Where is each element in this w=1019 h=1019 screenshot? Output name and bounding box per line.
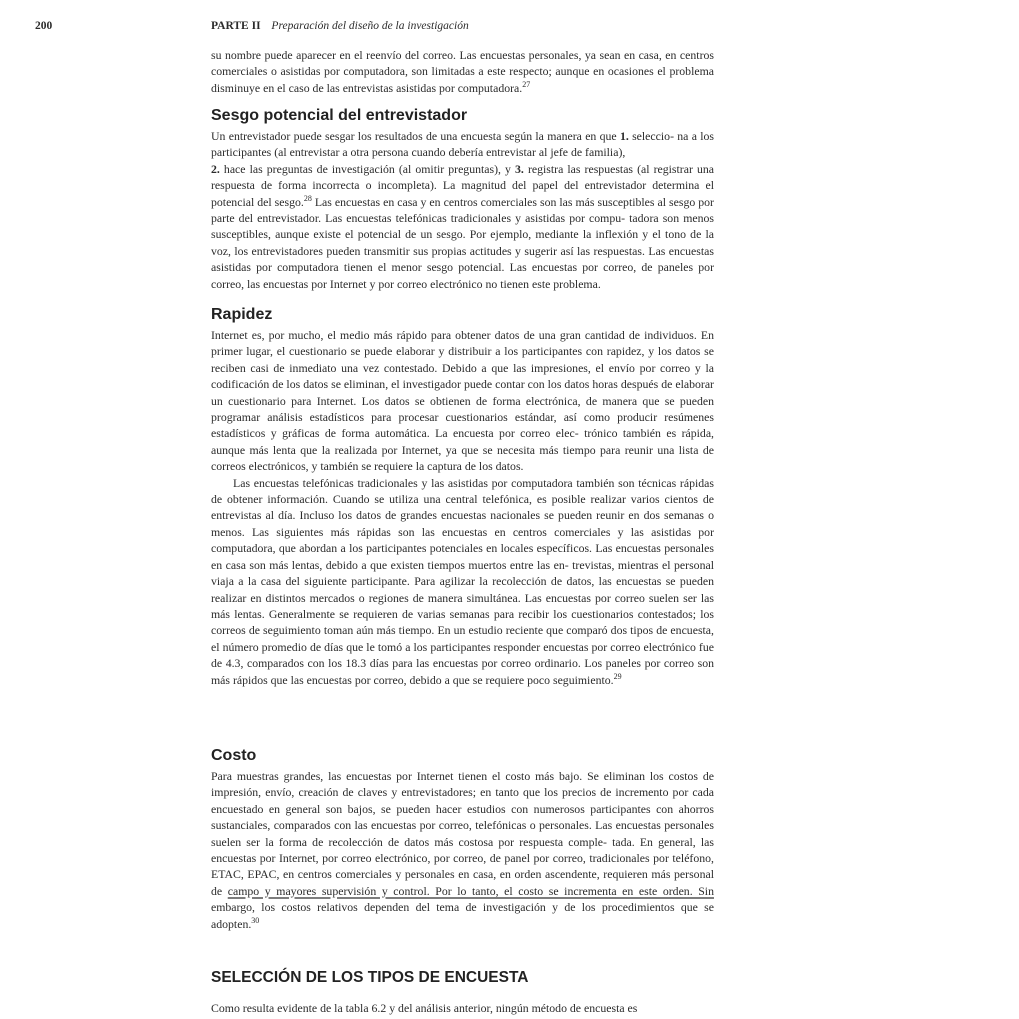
section-heading-costo: Costo bbox=[211, 747, 257, 764]
intro-paragraph: su nombre puede aparecer en el reenvío del correo. Las encuestas personales, ya sean en casa, en centros comerciales o asistidas por computadora, son limitadas a este respecto; aunque en ocasiones el problema disminuye en el caso de las entrevistas asistidas por computadora.$^{27}$ bbox=[211, 48, 714, 95]
page-number: 200 bbox=[35, 20, 53, 32]
seleccion-paragraph: Como resulta evidente de la tabla 6.2 y del análisis anterior, ningún método de encuesta es bbox=[211, 1001, 638, 1015]
rapidez-paragraph-1: Internet es, por mucho, el medio más rápido para obtener datos de una gran cantidad de individuos. En primer lugar, el cuestionario se puede elaborar y distribuir a los participantes con rapidez, y los datos se reciben casi de inmediato una vez contestado. Debido a que las impresiones, el envío por correo y la codificación de los datos se eliminan, el investigador puede contar con los datos horas después de elaborar un cuestionario para Internet. Los datos se obtienen de forma electrónica, de manera que se pueden programar análisis estadísticos para procesar cuestionarios estándar, así como producir resúmenes estadísticos y gráficas de forma automática. La encuesta por correo elec- trónico también es rápida, aunque más lenta que la realizada por Internet, ya que se necesita más tiempo para reunir una lista de correos electrónicos, y también se requiere la captura de los datos. bbox=[211, 328, 714, 474]
rapidez-paragraph-2: Las encuestas telefónicas tradicionales y las asistidas por computadora también son técnicas rápidas de obtener información. Cuando se utiliza una central telefónica, es posible realizar varios cientos de entrevistas al día. Incluso los datos de grandes encuestas nacionales se pueden reunir en dos semanas o menos. Las siguientes más rápidas son las encuestas en centros comerciales y las asistidas por computadora, que abordan a los participantes potenciales en locales específicos. Las encuestas personales en casa son más lentas, debido a que existen tiempos muertos entre las en- trevistas, mientras el personal viaja a la casa del siguiente participante. Para agilizar la recolección de datos, las encuestas se pueden realizar en distintos mercados o regiones de manera simultánea. Las encuestas por correo suelen ser las más lentas. Generalmente se requieren de varias semanas para recibir los cuestionarios contestados; los correos de seguimiento toman aún más tiempo. En un estudio reciente que comparó dos tipos de encuesta, el número promedio de días que le tomó a los participantes responder encuestas por correo electrónico fue de 4.3, comparados con los 18.3 días para las encuestas por correo ordinario. Los paneles por correo son más rápidos que las encuestas por correo, debido a que se requiere poco seguimiento.$^{29}$ bbox=[211, 475, 714, 687]
rapidez-block bbox=[211, 327, 714, 688]
seleccion-block bbox=[211, 1000, 714, 1016]
sesgo-paragraph-1: Un entrevistador puede sesgar los resultados de una encuesta según la manera en que 1. seleccio- na a los participantes (al entrevistar a otra persona cuando debería entrevistar al jefe de familia), bbox=[211, 129, 714, 160]
footnote-ref: 27 bbox=[522, 79, 531, 89]
intro-block bbox=[211, 47, 714, 96]
footnote-ref: 28 bbox=[303, 193, 312, 203]
costo-paragraph: Para muestras grandes, las encuestas por Internet tienen el costo más bajo. Se eliminan los costos de impresión, envío, creación de claves y entrevistadores; en tanto que los precios de incremento por cada encuestado en general son bajos, se pueden hacer estudios con numerosos participantes con ahorros sustanciales, comparados con las encuestas por correo, telefónicas o personales. Las encuestas personales suelen ser la forma de recolección de datos más costosa por respuesta comple- tada. En general, las encuestas por Internet, por correo electrónico, por correo, de panel por correo, tradicionales por teléfono, ETAC, EPAC, en centros comerciales y personales en casa, en orden ascendente, requieren más personal de campo y mayores supervisión y control. Por lo tanto, el costo se incrementa en este orden. Sin embargo, los costos relativos dependen del tema de investigación y de los procedimientos que se adopten.$^{30}$ bbox=[211, 769, 714, 931]
costo-block bbox=[211, 768, 714, 932]
footnote-ref: 29 bbox=[613, 671, 622, 681]
part-title: Preparación del diseño de la investigación bbox=[271, 20, 469, 32]
sesgo-paragraph-2: 2. hace las preguntas de investigación (al omitir preguntas), y 3. registra las respuestas (al registrar una respuesta de forma incorrecta o incompleta). La magnitud del papel del entrevistador determina el potencial del sesgo.$^{28}$ Las encuestas en casa y en centros comerciales son las más susceptibles al sesgo por parte del entrevistador. Las encuestas telefónicas tradicionales y asistidas por compu- tadora son menos susceptibles, aunque existe el potencial de un sesgo. Por ejemplo, mediante la inflexión y el tono de la voz, los entrevistadores pueden transmitir sus propias actitudes y sugerir así las respuestas. Las encuestas asistidas por computadora tienen el menor sesgo potencial. Las encuestas por correo, de paneles por correo, las encuestas por Internet y por correo electrónico no tienen este problema. bbox=[211, 161, 714, 291]
highlighted-text: campo y mayores supervisión y control. Por lo tanto, el costo se incrementa en este orden. Sin bbox=[227, 883, 714, 898]
footnote-ref: 30 bbox=[251, 915, 260, 925]
part-label: PARTE II bbox=[211, 20, 261, 32]
section-heading-rapidez: Rapidez bbox=[211, 306, 273, 323]
section-heading-sesgo: Sesgo potencial del entrevistador bbox=[211, 107, 468, 124]
sesgo-block bbox=[211, 128, 714, 292]
running-head bbox=[211, 20, 469, 32]
section-heading-seleccion: SELECCIÓN DE LOS TIPOS DE ENCUESTA bbox=[211, 969, 529, 986]
